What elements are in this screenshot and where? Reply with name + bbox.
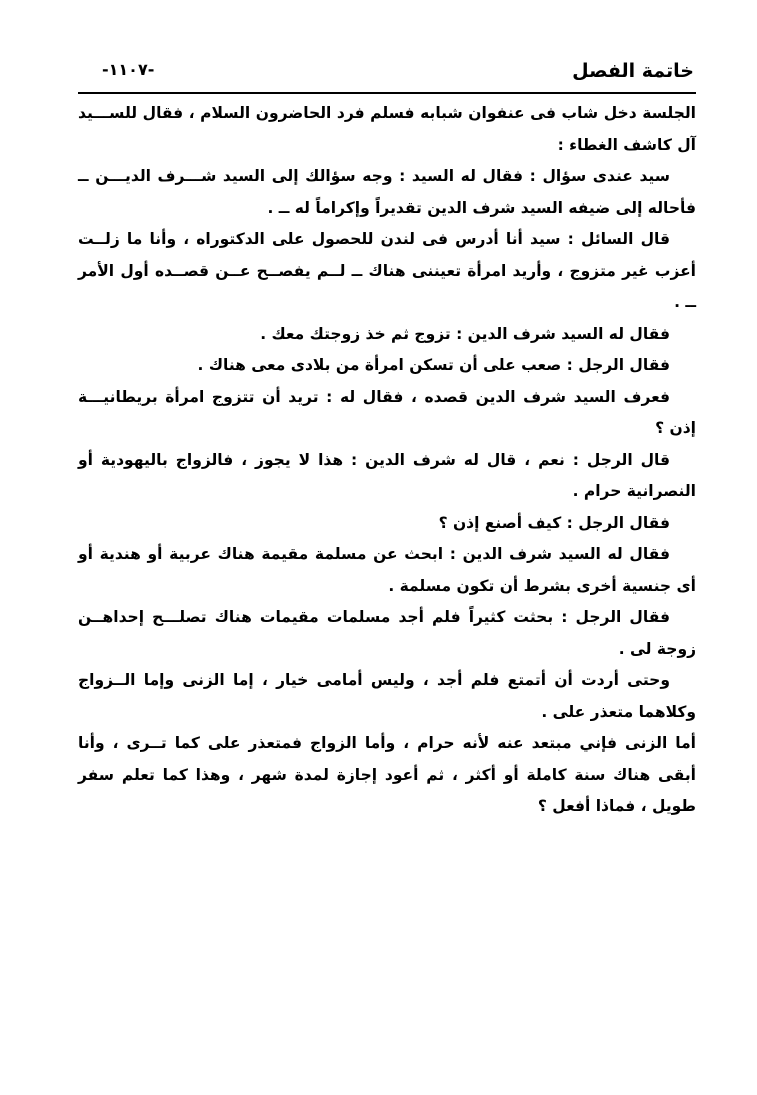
page-header (78, 52, 696, 94)
paragraph: الجلسة دخل شاب فى عنفوان شبابه فسلم فرد الحاضرون السلام ، فقال للســـيد آل كاشف الغطاء : (78, 104, 696, 154)
paragraph: فقال الرجل : بحثت كثيراً فلم أجد مسلمات مقيمات هناك تصلـــح إحداهــن زوجة لى . (78, 608, 696, 658)
page-number: -١١٠٧- (102, 60, 155, 79)
paragraph: فقال له السيد شرف الدين : تزوج ثم خذ زوجتك معك . (260, 324, 670, 343)
paragraph: فقال له السيد شرف الدين : ابحث عن مسلمة مقيمة هناك عربية أو هندية أو أى جنسية أخرى بشرط أن تكون مسلمة . (78, 545, 696, 595)
paragraph: سيد عندى سؤال : فقال له السيد : وجه سؤالك إلى السيد شـــرف الديـــن ــ فأحاله إلى ضيفه السيد شرف الدين تقديراً وإكراماً له ــ . (78, 167, 696, 217)
chapter-title: خاتمة الفصل (572, 60, 694, 82)
text-body (78, 98, 696, 823)
paragraph: أما الزنى فإني مبتعد عنه لأنه حرام ، وأما الزواج فمتعذر على كما تــرى ، وأنا أبقى هناك سنة كاملة أو أكثر ، ثم أعود إجازة لمدة شهر ، وهذا كما تعلم سفر طويل ، فماذا أفعل ؟ (78, 734, 696, 815)
paragraph: فعرف السيد شرف الدين قصده ، فقال له : تريد أن تتزوج امرأة بريطانيـــة إذن ؟ (78, 387, 696, 437)
paragraph: فقال الرجل : كيف أصنع إذن ؟ (438, 513, 670, 532)
paragraph: وحتى أردت أن أتمتع فلم أجد ، وليس أمامى خيار ، إما الزنى وإما الــزواج وكلاهما متعذر على . (78, 671, 696, 721)
paragraph: فقال الرجل : صعب على أن تسكن امرأة من بلادى معى هناك . (197, 356, 670, 374)
paragraph: قال السائل : سيد أنا أدرس فى لندن للحصول على الدكتوراه ، وأنا ما زلــت أعزب غير متزوج ، وأريد امرأة تعيننى هناك ــ لــم يفصــح عــن قصــده أول الأمر ــ . (78, 230, 696, 311)
paragraph: قال الرجل : نعم ، قال له شرف الدين : هذا لا يجوز ، فالزواج باليهودية أو النصرانية حرام . (78, 450, 696, 500)
